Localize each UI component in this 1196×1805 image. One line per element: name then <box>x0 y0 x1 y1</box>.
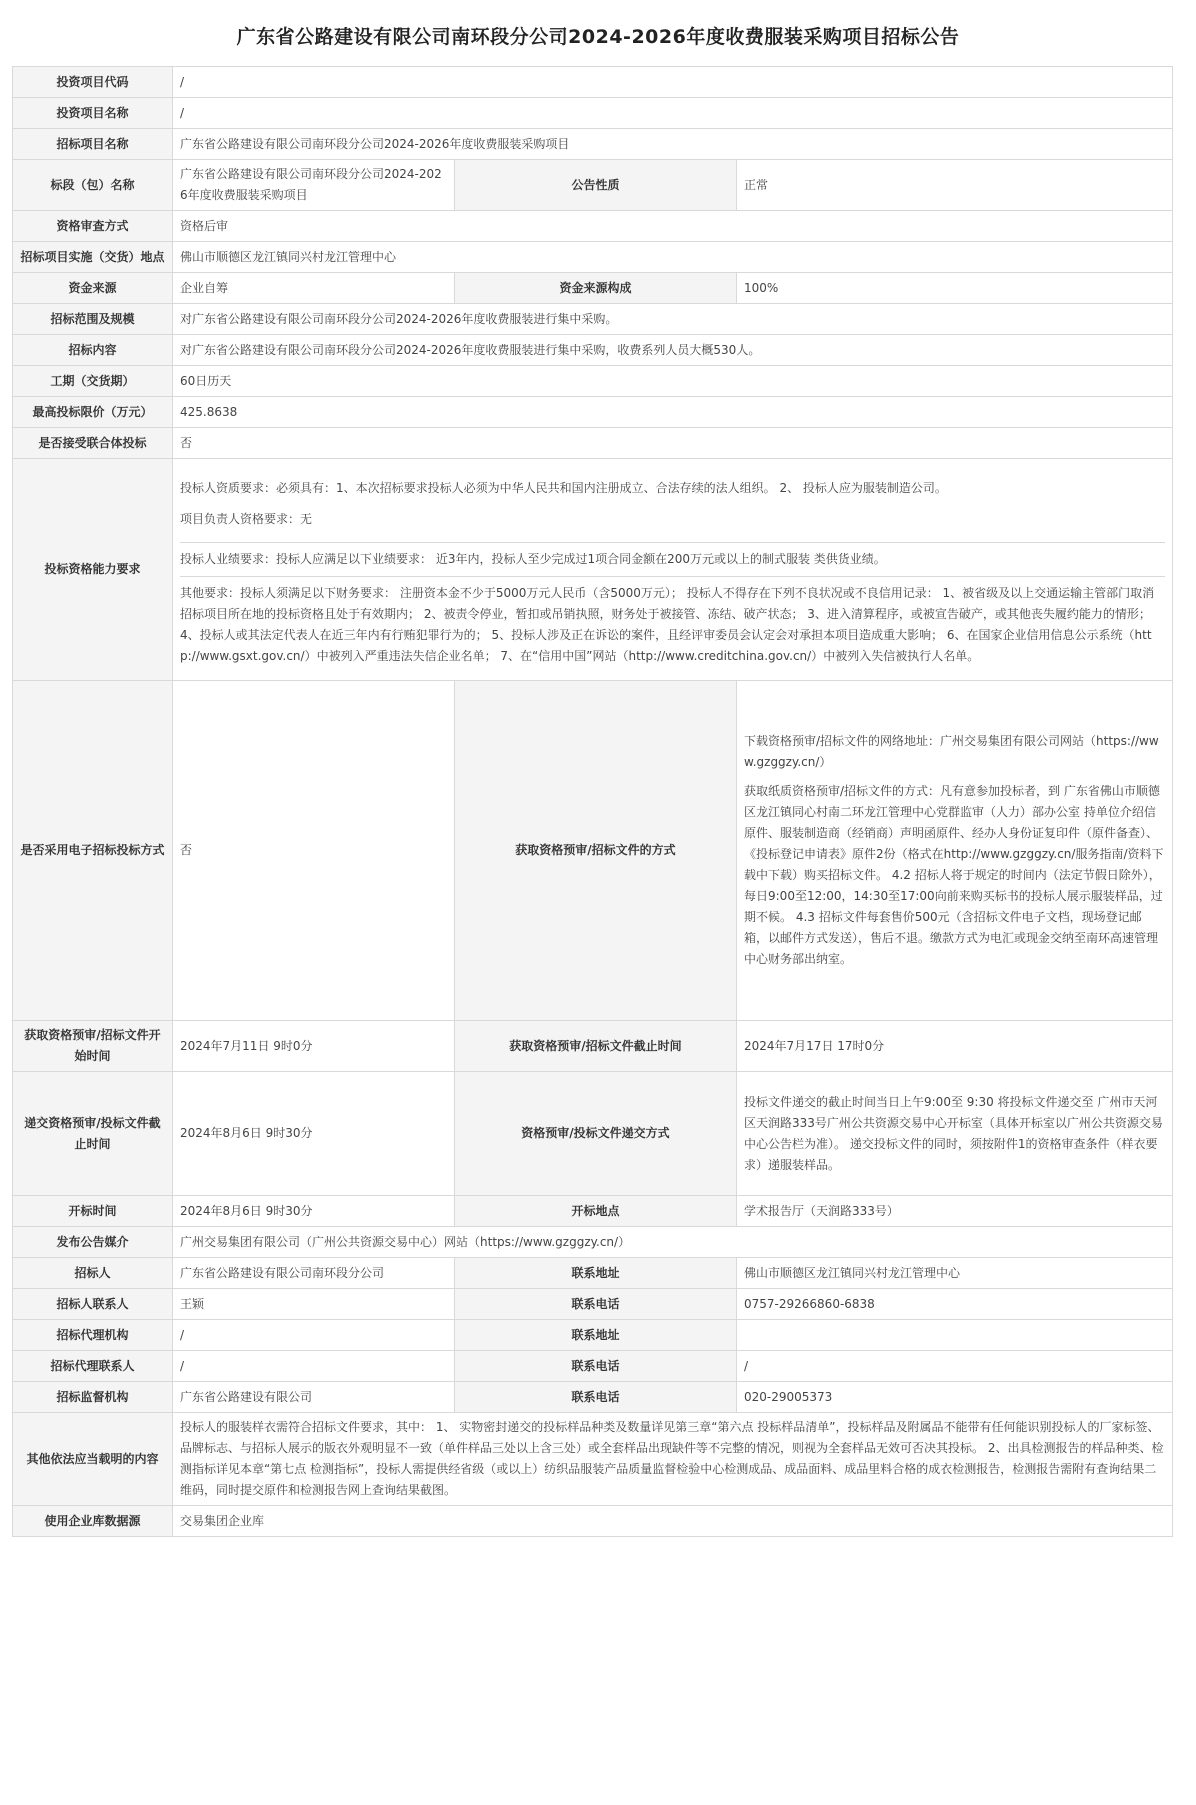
value-project-name: / <box>173 98 1173 129</box>
row-lot-name <box>13 160 1173 211</box>
row-media <box>13 1227 1173 1258</box>
row-agency-contact <box>13 1351 1173 1382</box>
label-media: 发布公告媒介 <box>13 1227 173 1258</box>
value-doc-method <box>737 681 1173 1021</box>
value-tenderer: 广东省公路建设有限公司南环段分公司 <box>173 1258 455 1289</box>
row-tender-project-name <box>13 129 1173 160</box>
label-lot-name: 标段（包）名称 <box>13 160 173 211</box>
label-electronic: 是否采用电子招标投标方式 <box>13 681 173 1021</box>
label-opening-time: 开标时间 <box>13 1196 173 1227</box>
capability-performance-block <box>180 542 1165 576</box>
label-agency-address: 联系地址 <box>455 1320 737 1351</box>
label-agency-phone: 联系电话 <box>455 1351 737 1382</box>
doc-method-paper: 获取纸质资格预审/招标文件的方式：凡有意参加投标者，到 广东省佛山市顺德区龙江镇同心村南二环龙江管理中心党群监审（人力）部办公室 持单位介绍信原件、服装制造商（经销商）声明函原件、经办人身份证复印件（原件备查）、《投标登记申请表》原件2份（格式在http://www.gzggzy.cn/服务指南/资料下载中下载）购买招标文件。 4.2 招标人将于规定的时间内（法定节假日除外），每日9:00至12:00，14:30至17:00向前来购买标书的投标人展示服装样品，过期不候。 4.3 招标文件每套售价500元（含招标文件电子文档，现场登记邮箱，以邮件方式发送），售后不退。缴款方式为电汇或现金交纳至南环高速管理中心财务部出纳室。 <box>744 784 1164 966</box>
label-agency: 招标代理机构 <box>13 1320 173 1351</box>
row-fund-source <box>13 273 1173 304</box>
value-doc-end: 2024年7月17日 17时0分 <box>737 1021 1173 1072</box>
row-electronic <box>13 681 1173 1021</box>
label-notice-nature: 公告性质 <box>455 160 737 211</box>
value-agency: / <box>173 1320 455 1351</box>
notice-table <box>12 66 1173 1537</box>
row-opening <box>13 1196 1173 1227</box>
value-content: 对广东省公路建设有限公司南环段分公司2024-2026年度收费服装进行集中采购，收费系列人员大概530人。 <box>173 335 1173 366</box>
row-location <box>13 242 1173 273</box>
label-submit-method: 资格预审/投标文件递交方式 <box>455 1072 737 1196</box>
label-doc-method: 获取资格预审/招标文件的方式 <box>455 681 737 1021</box>
value-agency-contact: / <box>173 1351 455 1382</box>
label-qualification-method: 资格审查方式 <box>13 211 173 242</box>
value-qualification-method: 资格后审 <box>173 211 1173 242</box>
value-tender-project-name: 广东省公路建设有限公司南环段分公司2024-2026年度收费服装采购项目 <box>173 129 1173 160</box>
label-doc-end: 获取资格预审/招标文件截止时间 <box>455 1021 737 1072</box>
label-tenderer-phone: 联系电话 <box>455 1289 737 1320</box>
label-doc-start: 获取资格预审/招标文件开始时间 <box>13 1021 173 1072</box>
label-scope: 招标范围及规模 <box>13 304 173 335</box>
label-location: 招标项目实施（交货）地点 <box>13 242 173 273</box>
row-qualification-method <box>13 211 1173 242</box>
doc-method-download: 下载资格预审/招标文件的网络地址：广州交易集团有限公司网站（https://www.gzggzy.cn/） <box>744 734 1159 769</box>
label-project-name: 投资项目名称 <box>13 98 173 129</box>
value-fund-composition: 100% <box>737 273 1173 304</box>
value-lot-name: 广东省公路建设有限公司南环段分公司2024-2026年度收费服装采购项目 <box>173 160 455 211</box>
label-supervisor-phone: 联系电话 <box>455 1382 737 1413</box>
value-submit-method: 投标文件递交的截止时间当日上午9:00至 9:30 将投标文件递交至 广州市天河区天润路333号广州公共资源交易中心开标室（具体开标室以广州公共资源交易中心公告栏为准）。 递交投标文件的同时，须按附件1的资格审查条件（样衣要求）递服装样品。 <box>737 1072 1173 1196</box>
label-opening-place: 开标地点 <box>455 1196 737 1227</box>
label-submit-deadline: 递交资格预审/投标文件截止时间 <box>13 1072 173 1196</box>
value-other-content: 投标人的服装样衣需符合招标文件要求，其中： 1、 实物密封递交的投标样品种类及数量详见第三章“第六点 投标样品清单”，投标样品及附属品不能带有任何能识别投标人的厂家标签、品牌标志、与招标人展示的版衣外观明显不一致（单件样品三处以上含三处）或全套样品出现缺件等不完整的情况，则视为全套样品无效可否决其投标。 2、出具检测报告的样品种类、检测指标详见本章“第七点 检测指标”，投标人需提供经省级（或以上）纺织品服装产品质量监督检验中心检测成品、成品面料、成品里料合格的成衣检测报告，检测报告需附有查询结果二维码，同时提交原件和检测报告网上查询结果截图。 <box>173 1413 1173 1506</box>
row-tenderer-contact <box>13 1289 1173 1320</box>
capability-qualification-block <box>180 466 1165 542</box>
row-agency <box>13 1320 1173 1351</box>
label-tenderer-address: 联系地址 <box>455 1258 737 1289</box>
capability-other: 其他要求：投标人须满足以下财务要求： 注册资本金不少于5000万元人民币（含5000万元）； 投标人不得存在下列不良状况或不良信用记录： 1、被省级及以上交通运输主管部门取消招标项目所在地的投标资格且处于有效期内； 2、被责令停业，暂扣或吊销执照，财务处于被接管、冻结、破产状态； 3、进入清算程序，或被宣告破产，或其他丧失履约能力的情形； 4、投标人或其法定代表人在近三年内有行贿犯罪行为的； 5、投标人涉及正在诉讼的案件，且经评审委员会认定会对承担本项目造成重大影响； 6、在国家企业信用信息公示系统（http://www.gsxt.gov.cn/）中被列入严重违法失信企业名单； 7、在“信用中国”网站（http://www.creditchina.gov.cn/）中被列入失信被执行人名单。 <box>180 586 1155 663</box>
label-max-price: 最高投标限价（万元） <box>13 397 173 428</box>
label-period: 工期（交货期） <box>13 366 173 397</box>
row-consortium <box>13 428 1173 459</box>
label-tenderer: 招标人 <box>13 1258 173 1289</box>
label-agency-contact: 招标代理联系人 <box>13 1351 173 1382</box>
value-media: 广州交易集团有限公司（广州公共资源交易中心）网站（https://www.gzggzy.cn/） <box>173 1227 1173 1258</box>
value-agency-phone: / <box>737 1351 1173 1382</box>
value-scope: 对广东省公路建设有限公司南环段分公司2024-2026年度收费服装进行集中采购。 <box>173 304 1173 335</box>
value-tenderer-contact: 王颖 <box>173 1289 455 1320</box>
row-tenderer <box>13 1258 1173 1289</box>
row-supervisor <box>13 1382 1173 1413</box>
value-supervisor-phone: 020-29005373 <box>737 1382 1173 1413</box>
value-agency-address <box>737 1320 1173 1351</box>
label-other-content: 其他依法应当载明的内容 <box>13 1413 173 1506</box>
row-database <box>13 1506 1173 1537</box>
row-other-content <box>13 1413 1173 1506</box>
label-tenderer-contact: 招标人联系人 <box>13 1289 173 1320</box>
value-notice-nature: 正常 <box>737 160 1173 211</box>
value-max-price: 425.8638 <box>173 397 1173 428</box>
value-capability <box>173 459 1173 681</box>
capability-manager: 项目负责人资格要求：无 <box>180 512 313 526</box>
label-project-code: 投资项目代码 <box>13 67 173 98</box>
row-project-code <box>13 67 1173 98</box>
value-submit-deadline: 2024年8月6日 9时30分 <box>173 1072 455 1196</box>
value-opening-place: 学术报告厅（天润路333号） <box>737 1196 1173 1227</box>
label-tender-project-name: 招标项目名称 <box>13 129 173 160</box>
value-location: 佛山市顺德区龙江镇同兴村龙江管理中心 <box>173 242 1173 273</box>
row-content <box>13 335 1173 366</box>
label-capability: 投标资格能力要求 <box>13 459 173 681</box>
row-capability <box>13 459 1173 681</box>
label-database: 使用企业库数据源 <box>13 1506 173 1537</box>
value-supervisor: 广东省公路建设有限公司 <box>173 1382 455 1413</box>
value-tenderer-phone: 0757-29266860-6838 <box>737 1289 1173 1320</box>
row-doc-time <box>13 1021 1173 1072</box>
value-opening-time: 2024年8月6日 9时30分 <box>173 1196 455 1227</box>
value-period: 60日历天 <box>173 366 1173 397</box>
value-tenderer-address: 佛山市顺德区龙江镇同兴村龙江管理中心 <box>737 1258 1173 1289</box>
row-project-name <box>13 98 1173 129</box>
value-electronic: 否 <box>173 681 455 1021</box>
label-fund-composition: 资金来源构成 <box>455 273 737 304</box>
row-submit <box>13 1072 1173 1196</box>
page-title: 广东省公路建设有限公司南环段分公司2024-2026年度收费服装采购项目招标公告 <box>236 26 960 48</box>
value-consortium: 否 <box>173 428 1173 459</box>
capability-other-block <box>180 576 1165 673</box>
label-content: 招标内容 <box>13 335 173 366</box>
capability-performance: 投标人业绩要求：投标人应满足以下业绩要求： 近3年内，投标人至少完成过1项合同金额在200万元或以上的制式服装 类供货业绩。 <box>180 552 886 566</box>
label-supervisor: 招标监督机构 <box>13 1382 173 1413</box>
value-project-code: / <box>173 67 1173 98</box>
label-fund-source: 资金来源 <box>13 273 173 304</box>
value-doc-start: 2024年7月11日 9时0分 <box>173 1021 455 1072</box>
row-scope <box>13 304 1173 335</box>
value-database: 交易集团企业库 <box>173 1506 1173 1537</box>
value-fund-source: 企业自筹 <box>173 273 455 304</box>
row-period <box>13 366 1173 397</box>
capability-qualification: 投标人资质要求：必须具有：1、本次招标要求投标人必须为中华人民共和国内注册成立、合法存续的法人组织。 2、 投标人应为服装制造公司。 <box>180 481 947 495</box>
label-consortium: 是否接受联合体投标 <box>13 428 173 459</box>
row-max-price <box>13 397 1173 428</box>
